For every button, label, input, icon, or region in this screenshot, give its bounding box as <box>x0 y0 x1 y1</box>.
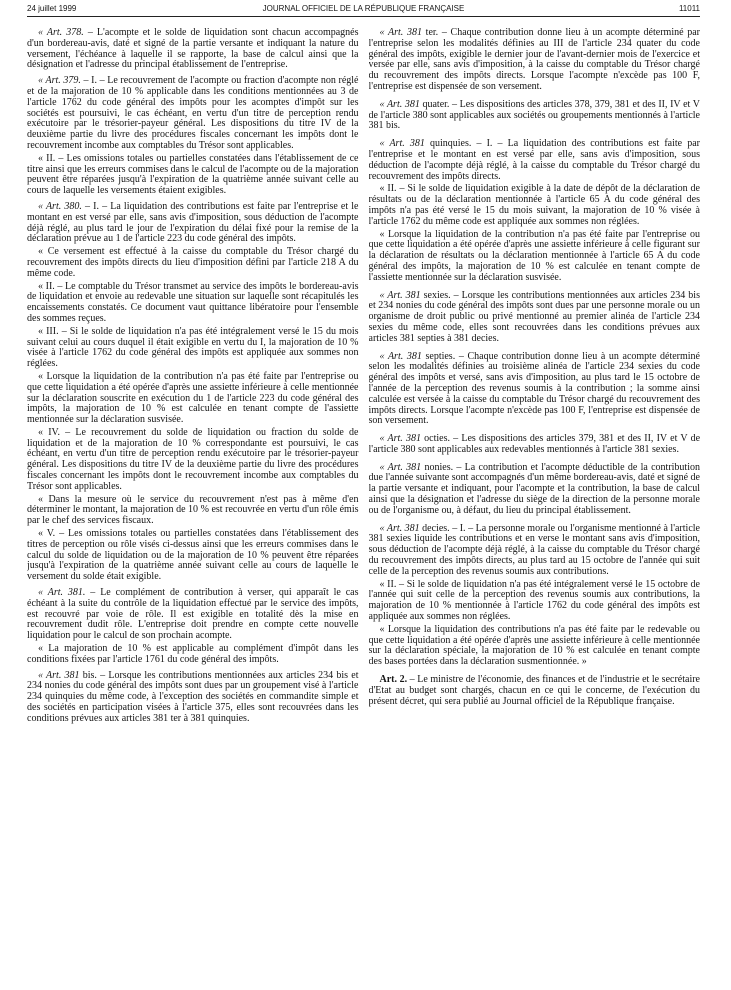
paragraph-text: – L'acompte et le solde de liquidation sont chacun accompagnés d'un bordereau-avis, daté et signé de la partie versante et indiquant la nature du versement, l'échéance à laquelle il se rapporte, la base de calcul ainsi que la désignation et l'adresse du principal établissement de l'entreprise. <box>27 28 359 71</box>
paragraph <box>369 139 701 182</box>
paragraph <box>369 434 701 456</box>
header-journal-title: JOURNAL OFFICIEL DE LA RÉPUBLIQUE FRANÇAISE <box>262 4 465 13</box>
page-header <box>27 4 700 14</box>
paragraph <box>27 372 359 426</box>
paragraph-text: – Le ministre de l'économie, des finances et de l'industrie et le secrétaire d'Etat au budget sont chargés, chacun en ce qui le concerne, de l'exécution du présent décret, qui sera publié au Journal officiel de la République française. <box>368 674 700 707</box>
paragraph-text: « V. – Les omissions totales ou partielles constatées dans l'établissement des titres de perception ou rôle visés ci-dessus ainsi que les erreurs commises dans le calcul du solde de liquidation ou de la majoration de 10 % peuvent être réparées jusqu'à l'expiration de la quatrième année suivant celle au cours de laquelle le versement du solde était exigible. <box>27 528 359 583</box>
article-label: « Art. 381 <box>379 28 422 38</box>
two-column-body <box>27 28 700 980</box>
paragraph <box>369 580 701 623</box>
right-column <box>369 28 701 980</box>
paragraph-text: – Les dispositions des articles 379, 381 et des II, IV et V de l'article 380 sont applicables aux redevables mentionnés à l'article 381 sexies. <box>368 433 700 455</box>
article-label: « Art. 381 <box>379 98 420 110</box>
paragraph-text: – La contribution et l'acompte déductible de la contribution due l'année suivante sont accompagnés d'un même bordereau-avis, daté et signé de la partie versante et indiquant, pour l'acompte et la contribution, la base de calcul ainsi que la désignation et l'adresse du siège de la direction de la personne morale ou de l'organisme ou, à défaut, du lieu du principal établissement. <box>368 461 700 516</box>
paragraph-text: « Ce versement est effectué à la caisse du comptable du Trésor chargé du recouvrement des impôts directs du lieu d'imposition défini par l'article 218 A du même code. <box>27 246 359 279</box>
paragraph-text: « III. – Si le solde de liquidation n'a pas été intégralement versé le 15 du mois suivant celui au cours duquel il était exigible en vertu du I, la majoration de 10 % visée à l'article 1762 du code général des impôts est appliquée aux sommes non réglées. <box>27 325 359 370</box>
paragraph <box>369 184 701 227</box>
paragraph <box>369 291 701 345</box>
article-suffix: quater. <box>419 98 450 110</box>
article-label: « Art. 381 <box>379 350 422 362</box>
paragraph-text: – I. – La personne morale ou l'organisme mentionné à l'article 381 sexies liquide les contributions et en verse le montant sans avis d'imposition, sous déduction de l'acompte déjà réglé, à la caisse du comptable du Trésor chargé du recouvrement des impôts directs, au plus tard au 15 octobre de l'année qui suit celle de la perception des revenus soumis aux contributions. <box>368 522 700 577</box>
paragraph <box>27 76 359 152</box>
paragraph <box>27 529 359 583</box>
paragraph <box>369 463 701 517</box>
article-label: « Art. 381 <box>38 669 80 681</box>
paragraph-text: – I. – Le recouvrement de l'acompte ou fraction d'acompte non réglé et de la majoration de 10 % applicable dans les conditions mentionnées au 3 de l'article 1762 du code général des impôts pour les acomptes d'impôt sur les sociétés est poursuivi, le cas échéant, en vertu d'un titre de perception rendu exécutoire par le trésorier-payeur général. Les dispositions du titre IV de la deuxième partie du livre des procédures fiscales concernant les impôts dont le recouvrement incombe aux comptables du Trésor sont applicables. <box>27 75 359 151</box>
paragraph <box>369 28 701 93</box>
article-label: « Art. 381. <box>38 587 86 599</box>
paragraph <box>27 495 359 527</box>
paragraph <box>27 154 359 197</box>
paragraph <box>369 625 701 668</box>
paragraph <box>27 28 359 71</box>
article-label: « Art. 381 <box>379 461 422 473</box>
article-label: « Art. 381 <box>379 138 425 150</box>
article-label: Art. 2. <box>379 674 408 686</box>
article-label: « Art. 381 <box>379 522 420 534</box>
paragraph <box>369 100 701 132</box>
article-label: « Art. 381 <box>379 433 421 445</box>
paragraph <box>27 428 359 493</box>
header-date: 24 juillet 1999 <box>27 4 77 13</box>
article-label: « Art. 381 <box>379 289 421 301</box>
paragraph-text: « La majoration de 10 % est applicable au complément d'impôt dans les conditions fixées par l'article 1761 du code général des impôts. <box>27 643 359 665</box>
paragraph <box>27 644 359 666</box>
article-suffix: quinquies. <box>424 138 472 150</box>
paragraph-text: « II. – Si le solde de liquidation exigible à la date de dépôt de la déclaration de résultats ou de la déclaration mentionnée à l'article 65 A du code général des impôts n'a pas été versé le 15 du mois suivant, la majoration de 10 % visée à l'article 1762 du même code est appliquée aux sommes non réglées. <box>368 183 700 227</box>
paragraph <box>27 282 359 325</box>
paragraph <box>27 671 359 725</box>
paragraph-text: – Les dispositions des articles 378, 379, 381 et des II, IV et V de l'article 380 sont applicables aux sociétés ou groupements mentionnés à l'article 381 bis. <box>368 98 700 132</box>
article-label: « Art. 380. <box>38 200 82 212</box>
article-suffix: nonies. <box>421 461 454 473</box>
paragraph-text: « IV. – Le recouvrement du solde de liquidation ou fraction du solde de liquidation et de la majoration de 10 % correspondante est poursuivi, le cas échéant, en vertu d'un titre de perception rendu exécutoire par le trésorier-payeur général. Les dispositions du titre IV de la deuxième partie du livre des procédures fiscales concernant les impôts dont le recouvrement incombe aux comptables du Trésor sont applicables. <box>27 426 359 492</box>
article-suffix: sexies. <box>420 289 451 301</box>
left-column <box>27 28 359 980</box>
paragraph <box>369 230 701 284</box>
paragraph <box>369 675 701 707</box>
header-page-number: 11011 <box>678 4 700 13</box>
paragraph-text: – I. – La liquidation des contributions est faite par l'entreprise et le montant en est versé par elle, sans avis d'imposition, sous déduction de l'acompte déjà réglé, au plus tard le jour de l'expiration du délai fixé pour la remise de la déclaration prévue au 1 de l'article 223 du code général des impôts. <box>27 200 359 245</box>
article-suffix: ter. <box>421 28 439 38</box>
paragraph-text: – Lorsque les contributions mentionnées aux articles 234 bis et 234 nonies du code général des impôts sont dues par un groupement visé à l'article 234 quinquies du même code, à l'exception des sociétés en commandite simple et des sociétés en participation visées à l'article 375, elles sont recouvrées dans les conditions prévues aux articles 381 ter à 381 quinquies. <box>27 669 359 724</box>
paragraph-text: « II. – Les omissions totales ou partielles constatées dans l'établissement de ce titre ainsi que les erreurs commises dans le calcul de l'acompte ou de la majoration peuvent être réparées jusqu'à l'expiration de la quatrième année suivant celle au cours de laquelle les versements étaient exigibles. <box>27 152 359 197</box>
article-suffix: decies. <box>419 522 450 534</box>
paragraph <box>369 524 701 578</box>
paragraph-text: « Lorsque la liquidation des contributions n'a pas été faite par le redevable ou que cette liquidation a été opérée d'après une assiette inférieure à celle mentionnée sur la déclaration spéciale, la majoration de 10 % est calculée en tenant compte des bases portées dans la déclaration susmentionnée. » <box>368 623 700 668</box>
article-label: « Art. 378. <box>38 28 84 38</box>
paragraph <box>27 202 359 245</box>
paragraph-text: – Chaque contribution donne lieu à un acompte déterminé par l'entreprise selon les modalités définies au III de l'article 234 quater du code général des impôts, exigible le dernier jour de l'avant-dernier mois de l'exercice et versée par elle, sans avis d'imposition, à la caisse du comptable du Trésor chargé du recouvrement des impôts directs. Lorsque l'acompte n'excède pas 100 F, l'entreprise est dispensée de son versement. <box>368 28 700 92</box>
article-suffix: bis. <box>79 669 97 681</box>
article-suffix: septies. <box>421 350 456 362</box>
paragraph <box>27 327 359 370</box>
paragraph-text: « Lorsque la liquidation de la contribution n'a pas été faite par l'entreprise ou que cette liquidation a été opérée d'après une assiette inférieure à celle mentionnée sur la déclaration souscrite en exécution du 1 de l'article 223 du code général des impôts, la majoration de 10 % est calculée en tenant compte de l'assiette mentionnée sur la déclaration susvisée. <box>27 370 359 426</box>
paragraph <box>27 247 359 279</box>
paragraph-text: – I. – La liquidation des contributions est faite par l'entreprise et le montant en est versé par elle, sans avis d'imposition, sous déduction de l'acompte déjà réglé, à la caisse du comptable du Trésor chargé du recouvrement des impôts directs. <box>368 138 700 182</box>
paragraph-text: « II. – Le comptable du Trésor transmet au service des impôts le bordereau-avis de liquidation et envoie au redevable une situation sur laquelle sont récapitulés les encaissements constatés. Ce document vaut quittance libératoire pour l'ensemble des sommes reçues. <box>27 280 359 324</box>
paragraph <box>369 352 701 428</box>
paragraph-text: « Dans la mesure où le service du recouvrement n'est pas à même d'en déterminer le montant, la majoration de 10 % est recouvrée en vertu d'un rôle émis par le chef des services fiscaux. <box>27 493 359 527</box>
header-rule <box>27 16 700 17</box>
paragraph-text: « Lorsque la liquidation de la contribution n'a pas été faite par l'entreprise ou que cette liquidation a été opérée d'après une assiette inférieure à celle figurant sur la déclaration de résultats ou la déclaration mentionnée à l'article 65 A du code général des impôts, la majoration de 10 % est calculée en tenant compte de l'assiette mentionnée sur la déclaration susvisée. <box>368 228 700 283</box>
paragraph-text: – Le complément de contribution à verser, qui apparaît le cas échéant à la suite du contrôle de la liquidation effectué par le service des impôts, est recouvré par voie de rôle. Il est exigible en totalité dès la mise en recouvrement dudit rôle. L'entreprise doit prendre en compte cette nouvelle liquidation pour le calcul de son prochain acompte. <box>27 587 359 642</box>
paragraph-text: – Lorsque les contributions mentionnées aux articles 234 bis et 234 nonies du code général des impôts sont dues par une personne morale ou un organisme de droit public ou privé mentionné au premier alinéa de l'article 234 sexies du même code, elles sont recouvrées dans les conditions prévues aux articles 381 septies à 381 decies. <box>368 289 700 344</box>
paragraph-text: « II. – Si le solde de liquidation n'a pas été intégralement versé le 15 octobre de l'année qui suit celle de la perception des revenus soumis aux contributions, la majoration de 10 % mentionnée à l'article 1762 du code général des impôts est appliquée aux sommes non réglées. <box>368 578 700 623</box>
article-label: « Art. 379. <box>38 75 81 87</box>
paragraph <box>27 588 359 642</box>
article-suffix: octies. <box>420 433 450 445</box>
paragraph-text: – Chaque contribution donne lieu à un acompte déterminé selon les modalités définies au troisième alinéa de l'article 234 sexies du code général des impôts et versé, sans avis d'imposition, au plus tard le 15 octobre de l'année de la perception des revenus soumis à la contribution ; la somme ainsi calculée est versée à la caisse du comptable du Trésor chargé du recouvrement des impôts directs. Lorsque l'acompte n'excède pas 100 F, l'entreprise est dispensée de son versement. <box>368 350 700 427</box>
